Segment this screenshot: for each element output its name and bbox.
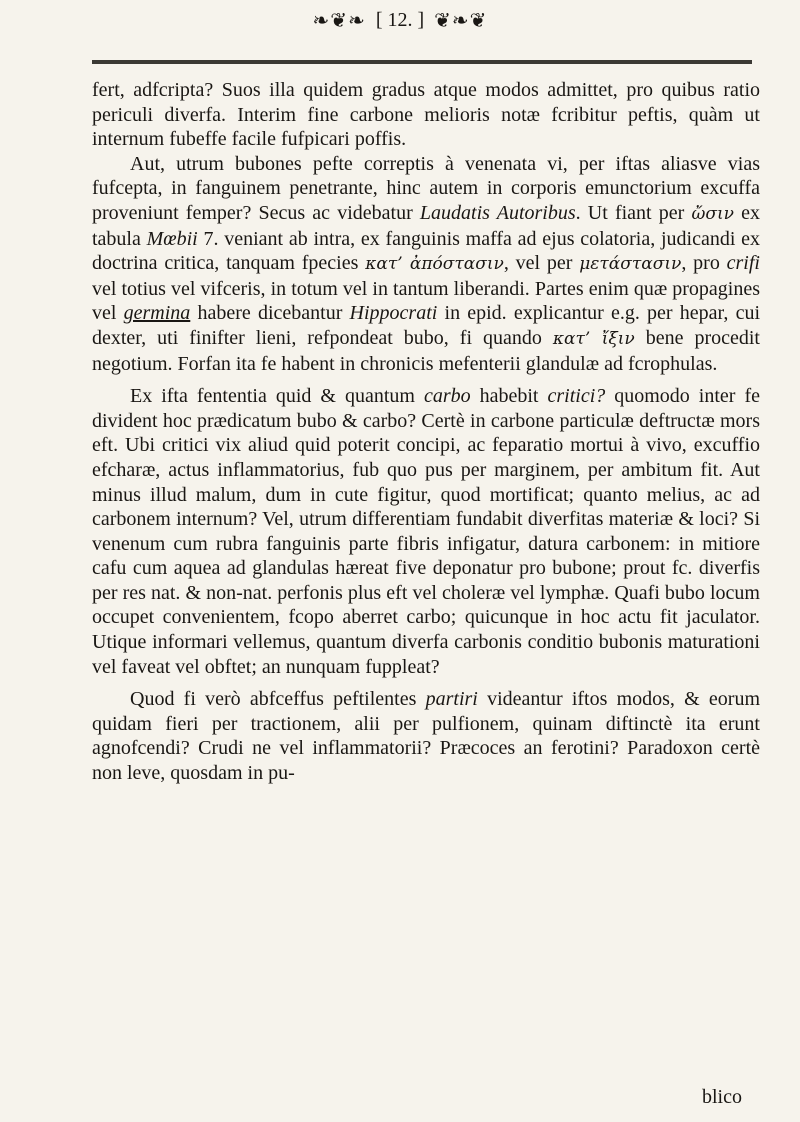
text-run: quomodo inter fe divident hoc prædicatum bubo & carbo? Certè in carbone particulæ deftructæ mors eft. Ubi critici vix aliud quid poterit concipi, ac feparatio mortui à vivo, excuffio efcharæ, actus inflammatorius, fub quo pus per marginem, per ambitum fit. Aut minus illud malum, dum in cute figitur, quod mortificat; quanto melius, ac ad carbonem internum? Vel, utrum differentiam fundabit diverfitas materiæ & loci? Si venenum cum rubra fanguinis parte fibris infigatur, datura carbonem: in mitiore cafu cum aquea ad glandulas hæreat five deponatur pro bubone; prout fc. diverfis per res nat. & non-nat. perfonis plus eft vel choleræ vel lymphæ. Quafi bubo locum occupet convenientem, fcopo aberret carbo; quicunque in hoc actu fit jaculator. Utique informari vellemus, quantum diverfa carbonis conditio bubonis maturationi vel faveat vel obftet; an nunquam fuppleat? [92,385,760,678]
text-run: 7. veniant ab intra, ex fanguinis maffa ad ejus colatoria, judicandi ex doctrina critica, tanquam fpecies [92,227,760,275]
text-run: Ex ifta fententia quid & quantum [130,385,424,408]
text-run: bene procedit negotium. Forfan ita fe habent in chronicis mefenterii glandulæ ad fcrophulas. [92,326,760,375]
italic-run: partiri [425,688,478,711]
greek-run: μετάστασιν [579,254,682,275]
italic-run: critici? [547,385,606,408]
text-run: vel totius vel vifceris, in totum vel in tantum liberandi. Partes enim quæ propagines vel [92,277,760,325]
greek-run: ὤσιν [691,203,734,224]
greek-run: κατ’ ἀπόστασιν [365,254,504,275]
body-text [92,78,760,786]
paragraph-1: fert, adfcripta? Suos illa quidem gradus atque modos admittet, pro quibus ratio periculi diverfa. Interim fine carbone melioris notæ fcribitur peftis, quàm ut internum fubeffe facile fufpicari poffis. [92,79,760,151]
text-run: Quod fi verò abfceffus peftilentes [130,688,426,711]
text-run: in epid. explicantur e.g. per hepar, cui dexter, uti finifter lieni, refpondeat bubo, fi quando [92,302,761,349]
paragraph-3 [92,384,760,679]
text-run: ex tabula [92,201,760,250]
running-header [0,8,800,48]
header-ornament-right: ❦❧❦ [434,10,488,32]
text-run: habere dicebantur [190,302,350,325]
text-run: videantur iftos modos, & eorum quidam fieri per tractionem, alii per pulfionem, quinam diftinctè ita erunt agnofcendi? Crudi ne vel inflammatorii? Præcoces an ferotini? Paradoxon certè non leve, quosdam in pu- [92,688,761,785]
text-run: . Ut fiant per [575,201,692,224]
greek-run: κατ’ ἴξιν [552,328,635,349]
text-run: habebit [470,385,548,408]
text-run: , vel per [503,252,580,275]
italic-run: Mœbii [146,227,198,250]
text-run: Aut, utrum bubones pefte correptis à venenata vi, per iftas aliasve vias fufcepta, in fanguinem penetrante, hinc autem in corporis emunctorium excuffa proveniunt femper? Secus ac videbatur [92,152,760,224]
italic-run: germina [123,302,191,325]
header-rule [92,60,752,64]
paragraph-4 [92,687,760,785]
italic-run: Hippocrati [349,302,438,325]
page-number: [ 12. ] [375,9,425,31]
italic-run: Laudatis Autoribus [419,201,576,224]
catchword: blico [702,1086,742,1108]
paragraph-2 [92,152,760,376]
italic-run: carbo [423,385,471,408]
text-run: , pro [681,252,727,275]
italic-run: crifi [726,252,760,275]
header-ornament-left: ❧❦❧ [312,10,366,32]
